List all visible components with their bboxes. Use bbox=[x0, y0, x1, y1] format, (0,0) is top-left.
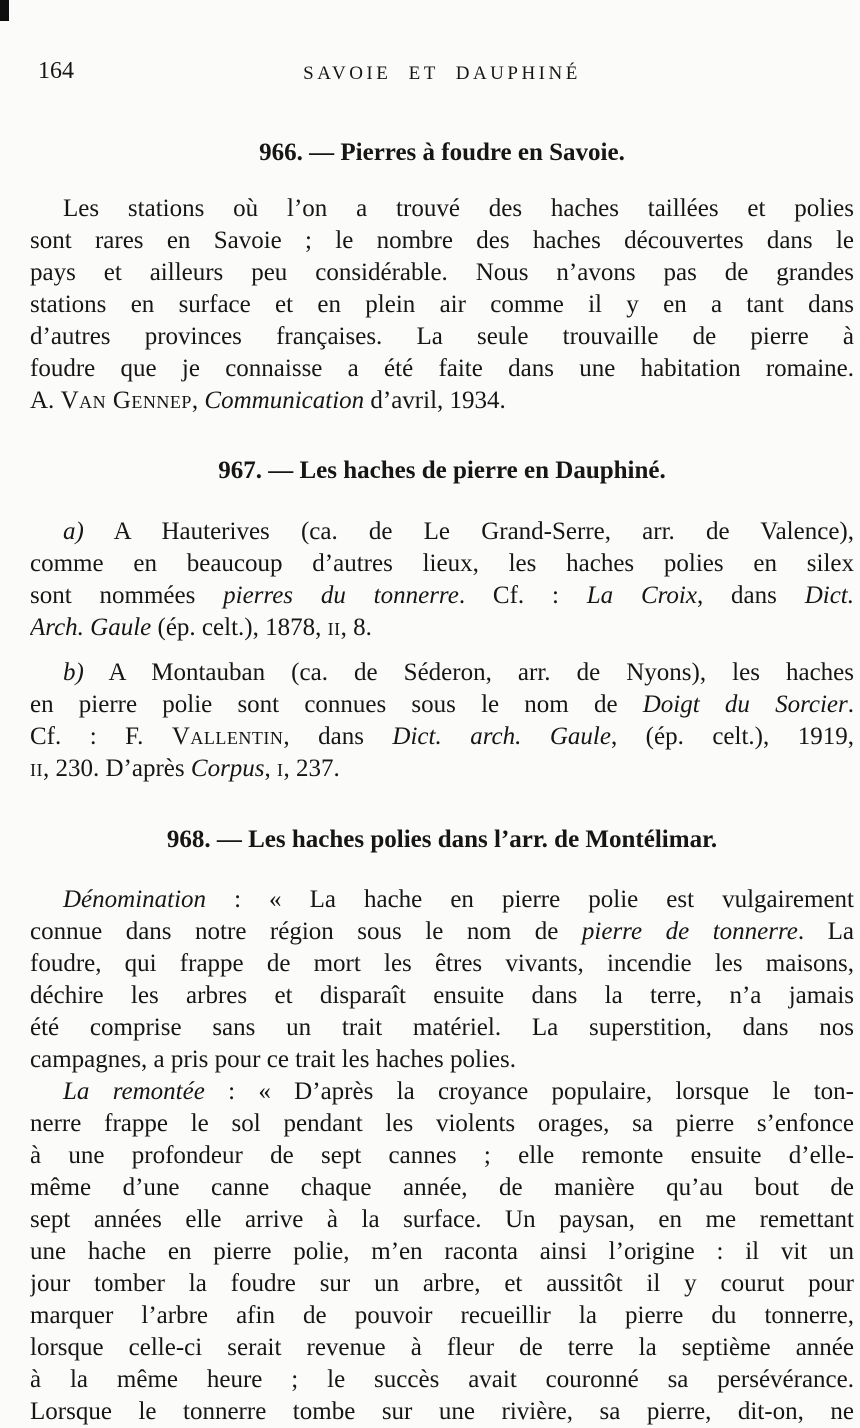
text-segment: Les stations où l’on a trouvé des haches taillées et polies bbox=[63, 195, 854, 222]
text-segment: pays et ailleurs peu considérable. Nous n’avons pas de grandes bbox=[30, 259, 854, 286]
text-segment: à la même heure ; le succès avait couronné sa persévérance. bbox=[30, 1366, 854, 1393]
text-segment: foudre, qui frappe de mort les êtres vivants, incendie les maisons, bbox=[30, 950, 854, 977]
paragraph bbox=[30, 657, 854, 785]
text-segment: foudre que je connaisse a été faite dans une habitation romaine. bbox=[30, 355, 854, 382]
text-segment: La remontée bbox=[63, 1078, 205, 1105]
text-segment: Arch. Gaule bbox=[30, 614, 152, 641]
text-line bbox=[30, 1204, 854, 1236]
text-line bbox=[30, 1076, 854, 1108]
text-line bbox=[30, 257, 854, 289]
text-line bbox=[30, 580, 854, 612]
text-segment: même d’une canne chaque année, de manière qu’au bout de bbox=[30, 1174, 854, 1201]
text-segment: pierre de tonnerre bbox=[581, 918, 798, 945]
text-segment: , dans bbox=[696, 582, 805, 609]
page-number: 164 bbox=[38, 58, 74, 84]
text-segment: Dict. bbox=[804, 582, 854, 609]
text-segment: , 8. bbox=[340, 614, 372, 641]
text-segment: Vallentin bbox=[171, 723, 284, 750]
text-segment: Communication bbox=[204, 387, 365, 414]
section-heading: 967. — Les haches de pierre en Dauphiné. bbox=[218, 457, 666, 484]
text-segment: stations en surface et en plein air comme il y en a tant dans bbox=[30, 291, 854, 318]
section-heading: 966. — Pierres à foudre en Savoie. bbox=[259, 139, 625, 166]
text-segment: en pierre polie sont connues sous le nom de bbox=[30, 691, 643, 718]
text-segment: pierres du tonnerre bbox=[223, 582, 459, 609]
text-segment: , dans bbox=[283, 723, 393, 750]
text-line bbox=[30, 721, 854, 753]
text-segment: A. bbox=[30, 387, 61, 414]
text-segment: Lorsque le tonnerre tombe sur une rivière, sa pierre, dit-on, ne bbox=[30, 1398, 854, 1425]
text-segment: : « La hache en pierre polie est vulgairement bbox=[206, 886, 854, 913]
text-line bbox=[30, 225, 854, 257]
text-segment: . bbox=[847, 691, 854, 718]
text-segment: campagnes, a pris pour ce trait les haches polies. bbox=[30, 1046, 516, 1073]
text-line bbox=[30, 1172, 854, 1204]
paragraph bbox=[30, 516, 854, 644]
text-segment: une hache en pierre polie, m’en raconta ainsi l’origine : il vit un bbox=[30, 1238, 854, 1265]
text-segment: A Hauterives (ca. de Le Grand-Serre, arr. de Valence), bbox=[83, 518, 854, 545]
text-segment: , bbox=[264, 755, 278, 782]
text-segment: à une profondeur de sept cannes ; elle remonte ensuite d’elle- bbox=[30, 1142, 854, 1169]
page-header bbox=[30, 0, 854, 90]
text-segment: Doigt du Sorcier bbox=[642, 691, 848, 718]
text-line bbox=[30, 1044, 854, 1076]
text-line bbox=[30, 289, 854, 321]
text-segment: , bbox=[191, 387, 205, 414]
text-segment: Dénomination bbox=[63, 886, 207, 913]
running-head: SAVOIE ET DAUPHINÉ bbox=[303, 63, 581, 84]
paragraph bbox=[30, 193, 854, 417]
text-line bbox=[30, 1140, 854, 1172]
text-segment: La Croix bbox=[586, 582, 697, 609]
text-segment: i bbox=[277, 755, 284, 782]
text-segment: ii bbox=[30, 755, 43, 782]
section-heading: 968. — Les haches polies dans l’arr. de Montélimar. bbox=[166, 826, 718, 853]
text-segment: connue dans notre région sous le nom de bbox=[30, 918, 582, 945]
text-segment: d’avril, 1934. bbox=[364, 387, 506, 414]
text-line bbox=[30, 548, 854, 580]
text-line bbox=[30, 516, 854, 548]
text-line bbox=[30, 980, 854, 1012]
text-line bbox=[30, 1396, 854, 1428]
text-segment: a) bbox=[63, 518, 84, 545]
text-line bbox=[30, 193, 854, 225]
text-segment: Corpus bbox=[190, 755, 265, 782]
text-line bbox=[30, 916, 854, 948]
text-segment: nerre frappe le sol pendant les violents orages, sa pierre s’enfonce bbox=[30, 1110, 854, 1137]
text-segment: marquer l’arbre afin de pouvoir recueillir la pierre du tonnerre, bbox=[30, 1302, 854, 1329]
text-line bbox=[30, 948, 854, 980]
text-line bbox=[30, 689, 854, 721]
text-segment: . La bbox=[797, 918, 854, 945]
text-segment: été comprise sans un trait matériel. La superstition, dans nos bbox=[30, 1014, 854, 1041]
text-segment: comme en beaucoup d’autres lieux, les haches polies en silex bbox=[30, 550, 854, 577]
content-blocks bbox=[30, 140, 854, 1428]
text-line bbox=[30, 321, 854, 353]
text-segment: . Cf. : bbox=[458, 582, 587, 609]
text-segment: , 230. D’après bbox=[43, 755, 191, 782]
text-line bbox=[30, 753, 854, 785]
text-segment: , 237. bbox=[283, 755, 340, 782]
book-page bbox=[30, 0, 854, 1428]
text-segment: ii bbox=[327, 614, 341, 641]
text-segment: : « D’après la croyance populaire, lorsque le ton- bbox=[204, 1078, 854, 1105]
text-line bbox=[30, 1364, 854, 1396]
text-segment: d’autres provinces françaises. La seule trouvaille de pierre à bbox=[30, 323, 854, 350]
text-segment: , (ép. celt.), 1919, bbox=[610, 723, 854, 750]
paragraph bbox=[30, 1076, 854, 1428]
text-segment: Van Gennep bbox=[60, 387, 192, 414]
text-line bbox=[30, 1108, 854, 1140]
paragraph bbox=[30, 884, 854, 1076]
text-segment: lorsque celle-ci serait revenue à fleur de terre la septième année bbox=[30, 1334, 854, 1361]
text-line bbox=[30, 385, 854, 417]
text-line bbox=[30, 657, 854, 689]
text-line bbox=[30, 1236, 854, 1268]
text-line bbox=[30, 612, 854, 644]
text-segment: (ép. celt.), 1878, bbox=[151, 614, 328, 641]
text-line bbox=[30, 353, 854, 385]
text-segment: Dict. arch. Gaule bbox=[392, 723, 611, 750]
text-line bbox=[30, 1300, 854, 1332]
text-line bbox=[30, 1332, 854, 1364]
text-segment: déchire les arbres et disparaît ensuite dans la terre, n’a jamais bbox=[30, 982, 854, 1009]
text-segment: Cf. : F. bbox=[30, 723, 172, 750]
text-segment: sont nommées bbox=[30, 582, 224, 609]
scan-artifact bbox=[0, 0, 9, 21]
text-segment: sept années elle arrive à la surface. Un paysan, en me remettant bbox=[30, 1206, 854, 1233]
text-segment: b) bbox=[63, 659, 84, 686]
text-line bbox=[30, 884, 854, 916]
text-segment: sont rares en Savoie ; le nombre des haches découvertes dans le bbox=[30, 227, 854, 254]
text-line bbox=[30, 1268, 854, 1300]
text-line bbox=[30, 1012, 854, 1044]
text-segment: A Montauban (ca. de Séderon, arr. de Nyons), les haches bbox=[83, 659, 854, 686]
text-segment: jour tomber la foudre sur un arbre, et aussitôt il y courut pour bbox=[30, 1270, 854, 1297]
